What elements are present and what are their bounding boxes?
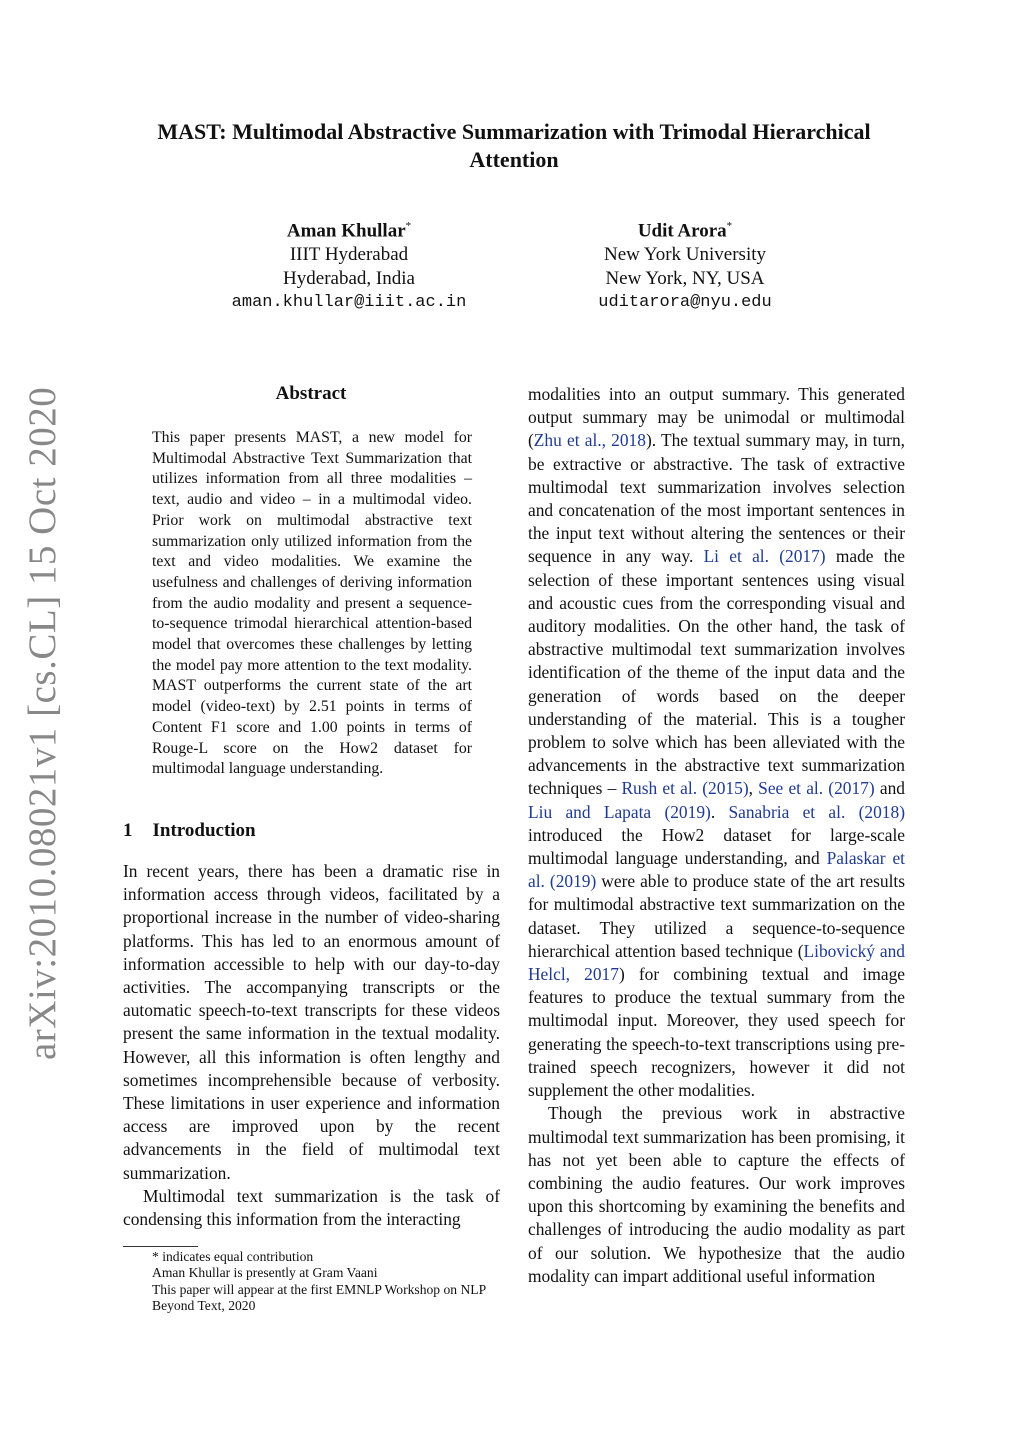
footnote-1: * indicates equal contribution [152, 1249, 314, 1264]
author-name-1: Aman Khullar* [286, 220, 412, 242]
right-paragraph-2: Though the previous work in abstractive multimodal text summarization has been promising, it has not yet been able to capture the effects of combining the audio features. Our work improves upon this shortcoming by examining the benefits and challenges of introducing the audio modality as part of our solution. We hypothesize that the audio modality can impart additional useful information [528, 1103, 905, 1286]
citation-link[interactable]: Palaskar et al. (2019) [528, 848, 905, 892]
citation-link[interactable]: Sanabria et al. (2018) [728, 801, 905, 822]
footnotes [152, 1249, 502, 1315]
citation-link[interactable]: See et al. (2017) [758, 778, 875, 799]
author-email-2[interactable]: uditarora@nyu.edu [598, 293, 772, 313]
arxiv-stamp: arXiv:2010.08021v1 [cs.CL] 15 Oct 2020 [21, 386, 64, 1060]
author-affiliation-2: New York University [603, 244, 767, 266]
author-affiliation-1: IIIT Hyderabad [289, 244, 409, 266]
author-email-1[interactable]: aman.khullar@iiit.ac.in [231, 293, 467, 313]
section-title: Introduction [152, 820, 256, 841]
author-location-2: New York, NY, USA [605, 268, 765, 290]
footnote-divider [123, 1246, 198, 1247]
author-location-1: Hyderabad, India [283, 268, 415, 290]
right-column-body [528, 383, 905, 1288]
footnote-2: Aman Khullar is presently at Gram Vaani [152, 1265, 378, 1281]
intro-paragraph-2: Multimodal text summarization is the task of condensing this information from the interacting [123, 1185, 500, 1230]
abstract-heading: Abstract [275, 383, 347, 404]
citation-link[interactable]: Rush et al. (2015) [621, 778, 749, 799]
citation-link[interactable]: Li et al. (2017) [703, 546, 826, 567]
intro-paragraph-1: In recent years, there has been a dramatic rise in information access through videos, facilitated by a proportional increase in the number of video-sharing platforms. This has led to an enormous amount of information accessible to help with our day-to-day activities. The accompanying transcripts or the automatic speech-to-text transcripts for these videos present the same information in the textual modality. However, all this information is often lengthy and sometimes incomprehensible because of verbosity. These limitations in user experience and information access are improved upon by the recent advancements in the field of multimodal text summarization. [123, 861, 500, 1183]
section-heading-introduction [123, 820, 256, 842]
citation-link[interactable]: Libovický and Helcl, 2017 [528, 940, 905, 985]
author-name-2: Udit Arora* [637, 220, 733, 242]
citation-link[interactable]: Zhu et al., 2018 [533, 430, 646, 451]
left-column-body [123, 860, 500, 1231]
abstract-text: This paper presents MAST, a new model for Multimodal Abstractive Text Summarization that utilizes information from all three modalities – text, audio and video – in a multimodal video. Prior work on multimodal abstractive text summarization only utilized information from the text and video modalities. We examine the usefulness and challenges of deriving information from the audio modality and present a sequence-to-sequence trimodal hierarchical attention-based model that overcomes these challenges by letting the model pay more attention to the text modality. MAST outperforms the current state of the art model (video-text) by 2.51 points in terms of Content F1 score and 1.00 points in terms of Rouge-L score on the How2 dataset for multimodal language understanding. [152, 429, 472, 778]
citation-link[interactable]: Liu and Lapata (2019) [528, 801, 711, 822]
right-paragraph-1: modalities into an output summary. This generated output summary may be unimodal or multimodal (Zhu et al., 2018). The textual summary may, in turn, be extractive or abstractive. The task of extractive multimodal text summarization involves selection and concatenation of the most important sentences in the input text without altering the sentences or their sequence in any way. Li et al. (2017) made the selection of these important sentences using visual and acoustic cues from the corresponding visual and auditory modalities. On the other hand, the task of abstractive multimodal text summarization involves identification of the theme of the input data and the generation of words based on the deeper understanding of the material. This is a tougher problem to solve which has been alleviated with the advancements in the abstractive text summarization techniques – Rush et al. (2015), See et al. (2017) and Liu and Lapata (2019). Sanabria et al. (2018) introduced the How2 dataset for large-scale multimodal language understanding, and Palaskar et al. (2019) were able to produce state of the art results for multimodal abstractive text summarization on the dataset. They utilized a sequence-to-sequence hierarchical attention based technique (Libovický and Helcl, 2017) for combining textual and image features to produce the textual summary from the multimodal input. Moreover, they used speech for generating the speech-to-text transcriptions using pre-trained speech recognizers, however it did not supplement the other modalities. [528, 384, 906, 1101]
author-block-2 [520, 214, 850, 315]
footnote-3: This paper will appear at the first EMNLP Workshop on NLP Beyond Text, 2020 [152, 1281, 486, 1314]
author-block-1 [184, 214, 514, 315]
paper-title: MAST: Multimodal Abstractive Summarization with Trimodal Hierarchical Attention [157, 119, 871, 172]
section-number: 1 [123, 820, 133, 841]
